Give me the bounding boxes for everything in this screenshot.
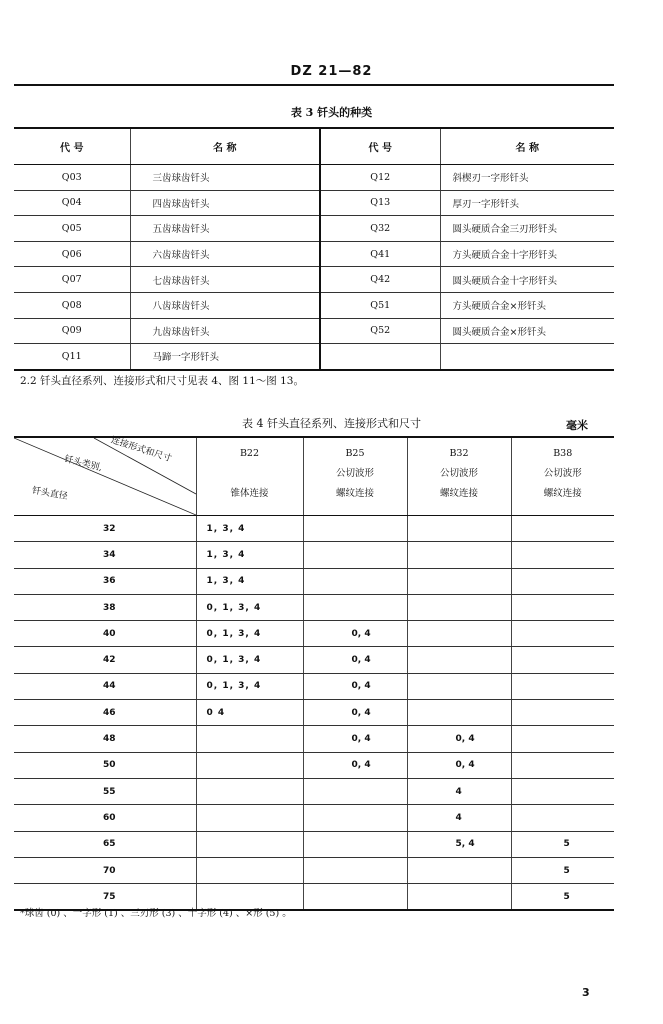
value-cell (407, 594, 511, 620)
value-cell (511, 752, 614, 778)
name-cell: 方头硬质合金×形钎头 (440, 292, 614, 318)
table-row (14, 647, 614, 673)
value-cell (196, 752, 303, 778)
value-cell (303, 831, 407, 857)
code-cell: Q42 (320, 267, 440, 293)
col-desc1 (197, 464, 303, 484)
value-cell (196, 805, 303, 831)
value-cell: 1, 3, 4 (196, 542, 303, 568)
value-cell (511, 805, 614, 831)
value-cell (407, 884, 511, 911)
table4-unit: 毫米 (566, 419, 588, 432)
table-row (14, 752, 614, 778)
col-code: B32 (449, 448, 469, 459)
corner-label-connect: 连接形式和尺寸 (109, 435, 173, 465)
col-desc2: 螺纹连接 (543, 488, 582, 499)
table-row (14, 241, 614, 267)
table-row (14, 621, 614, 647)
value-cell (407, 516, 511, 542)
table-row (14, 190, 614, 216)
value-cell: 0 4 (196, 700, 303, 726)
col-desc1: 公切波形 (439, 468, 478, 479)
value-cell: 0, 4 (303, 700, 407, 726)
table3-header-name: 名 称 (130, 128, 320, 165)
name-cell: 方头硬质合金十字形钎头 (440, 241, 614, 267)
value-cell: 0, 1, 3, 4 (196, 621, 303, 647)
value-cell (511, 778, 614, 804)
diameter-cell: 32 (14, 516, 196, 542)
diameter-cell: 50 (14, 752, 196, 778)
value-cell (407, 542, 511, 568)
header-rule (14, 84, 614, 86)
value-cell: 0, 4 (303, 726, 407, 752)
value-cell: 0, 4 (407, 752, 511, 778)
diameter-cell: 60 (14, 805, 196, 831)
table-row (14, 292, 614, 318)
table-row (14, 344, 614, 370)
table-row (14, 805, 614, 831)
diameter-cell: 40 (14, 621, 196, 647)
table-row (14, 673, 614, 699)
corner-label-diameter: 钎头直径 (31, 485, 69, 503)
diameter-cell: 42 (14, 647, 196, 673)
value-cell (303, 805, 407, 831)
document-code: DZ 21—82 (290, 64, 373, 79)
col-desc2: 锥体连接 (230, 488, 269, 499)
value-cell (196, 857, 303, 883)
name-cell: 圆头硬质合金三刃形钎头 (440, 216, 614, 242)
name-cell: 四齿球齿钎头 (130, 190, 320, 216)
code-cell: Q03 (14, 165, 130, 191)
diameter-cell: 65 (14, 831, 196, 857)
value-cell (303, 516, 407, 542)
table-row (14, 165, 614, 191)
name-cell: 七齿球齿钎头 (130, 267, 320, 293)
diameter-cell: 36 (14, 568, 196, 594)
table-row (14, 318, 614, 344)
name-cell: 八齿球齿钎头 (130, 292, 320, 318)
col-desc1: 公切波形 (335, 468, 374, 479)
col-desc2: 螺纹连接 (439, 488, 478, 499)
table3-header-code: 代 号 (320, 128, 440, 165)
value-cell: 0, 1, 3, 4 (196, 594, 303, 620)
table-row (14, 568, 614, 594)
diameter-cell: 38 (14, 594, 196, 620)
table-row (14, 700, 614, 726)
name-cell: 六齿球齿钎头 (130, 241, 320, 267)
table4 (14, 436, 614, 911)
value-cell (511, 673, 614, 699)
value-cell (407, 857, 511, 883)
value-cell: 5 (511, 831, 614, 857)
code-cell: Q11 (14, 344, 130, 370)
name-cell: 厚刃一字形钎头 (440, 190, 614, 216)
table3-header-name: 名 称 (440, 128, 614, 165)
diameter-cell: 70 (14, 857, 196, 883)
page-number: 3 (582, 986, 590, 999)
diameter-cell: 46 (14, 700, 196, 726)
name-cell: 斜楔刃一字形钎头 (440, 165, 614, 191)
code-cell: Q05 (14, 216, 130, 242)
table4-col-b38 (511, 437, 614, 516)
table-row (14, 857, 614, 883)
table-row (14, 267, 614, 293)
col-desc1: 公切波形 (543, 468, 582, 479)
value-cell (511, 621, 614, 647)
col-code: B38 (553, 448, 573, 459)
code-cell: Q09 (14, 318, 130, 344)
table-row (14, 516, 614, 542)
value-cell (407, 673, 511, 699)
diameter-cell: 55 (14, 778, 196, 804)
table-row (14, 726, 614, 752)
value-cell: 0, 1, 3, 4 (196, 673, 303, 699)
name-cell: 三齿球齿钎头 (130, 165, 320, 191)
code-cell (320, 344, 440, 370)
paragraph-2-2: 2.2 钎头直径系列、连接形式和尺寸见表 4、图 11～图 13。 (20, 375, 304, 387)
value-cell (196, 778, 303, 804)
value-cell (407, 647, 511, 673)
code-cell: Q12 (320, 165, 440, 191)
value-cell (303, 884, 407, 911)
value-cell (196, 831, 303, 857)
value-cell: 5 (511, 884, 614, 911)
table4-header-row (14, 437, 614, 516)
name-cell (440, 344, 614, 370)
name-cell: 九齿球齿钎头 (130, 318, 320, 344)
code-cell: Q32 (320, 216, 440, 242)
table-row (14, 594, 614, 620)
diameter-cell: 75 (14, 884, 196, 911)
code-cell: Q52 (320, 318, 440, 344)
table4-corner-cell (14, 437, 196, 516)
table4-title: 表 4 钎头直径系列、连接形式和尺寸 (242, 417, 421, 430)
table-row (14, 831, 614, 857)
table-row (14, 542, 614, 568)
footnote: *球齿 (0) 、一字形 (1) 、三刃形 (3) 、十字形 (4) 、×形 (5) 。 (20, 908, 292, 919)
value-cell (303, 778, 407, 804)
table3 (14, 127, 614, 371)
value-cell: 0, 4 (303, 647, 407, 673)
corner-label-category: 钎头类别, (63, 454, 104, 474)
code-cell: Q13 (320, 190, 440, 216)
value-cell (407, 621, 511, 647)
col-code: B25 (345, 448, 365, 459)
value-cell: 0, 4 (407, 726, 511, 752)
value-cell (303, 857, 407, 883)
name-cell: 马蹄一字形钎头 (130, 344, 320, 370)
table3-header-code: 代 号 (14, 128, 130, 165)
value-cell: 1, 3, 4 (196, 568, 303, 594)
value-cell: 0, 4 (303, 673, 407, 699)
value-cell: 4 (407, 805, 511, 831)
table4-col-b22 (196, 437, 303, 516)
table3-header-row (14, 128, 614, 165)
value-cell (303, 542, 407, 568)
value-cell (511, 700, 614, 726)
name-cell: 圆头硬质合金×形钎头 (440, 318, 614, 344)
code-cell: Q51 (320, 292, 440, 318)
table4-col-b25 (303, 437, 407, 516)
value-cell (511, 542, 614, 568)
table4-col-b32 (407, 437, 511, 516)
value-cell (511, 516, 614, 542)
value-cell (407, 568, 511, 594)
value-cell: 5, 4 (407, 831, 511, 857)
value-cell: 0, 4 (303, 621, 407, 647)
name-cell: 圆头硬质合金十字形钎头 (440, 267, 614, 293)
code-cell: Q08 (14, 292, 130, 318)
value-cell: 1, 3, 4 (196, 516, 303, 542)
value-cell (511, 726, 614, 752)
value-cell: 0, 4 (303, 752, 407, 778)
table-row (14, 216, 614, 242)
value-cell (196, 726, 303, 752)
code-cell: Q07 (14, 267, 130, 293)
table3-title: 表 3 钎头的种类 (290, 106, 373, 119)
code-cell: Q41 (320, 241, 440, 267)
diameter-cell: 44 (14, 673, 196, 699)
value-cell: 0, 1, 3, 4 (196, 647, 303, 673)
col-code: B22 (239, 448, 260, 459)
table-row (14, 778, 614, 804)
code-cell: Q04 (14, 190, 130, 216)
value-cell (511, 568, 614, 594)
value-cell: 5 (511, 857, 614, 883)
value-cell: 4 (407, 778, 511, 804)
code-cell: Q06 (14, 241, 130, 267)
value-cell (303, 568, 407, 594)
value-cell (303, 594, 407, 620)
value-cell (511, 594, 614, 620)
diameter-cell: 48 (14, 726, 196, 752)
value-cell (511, 647, 614, 673)
col-desc2: 螺纹连接 (335, 488, 374, 499)
name-cell: 五齿球齿钎头 (130, 216, 320, 242)
diameter-cell: 34 (14, 542, 196, 568)
value-cell (407, 700, 511, 726)
